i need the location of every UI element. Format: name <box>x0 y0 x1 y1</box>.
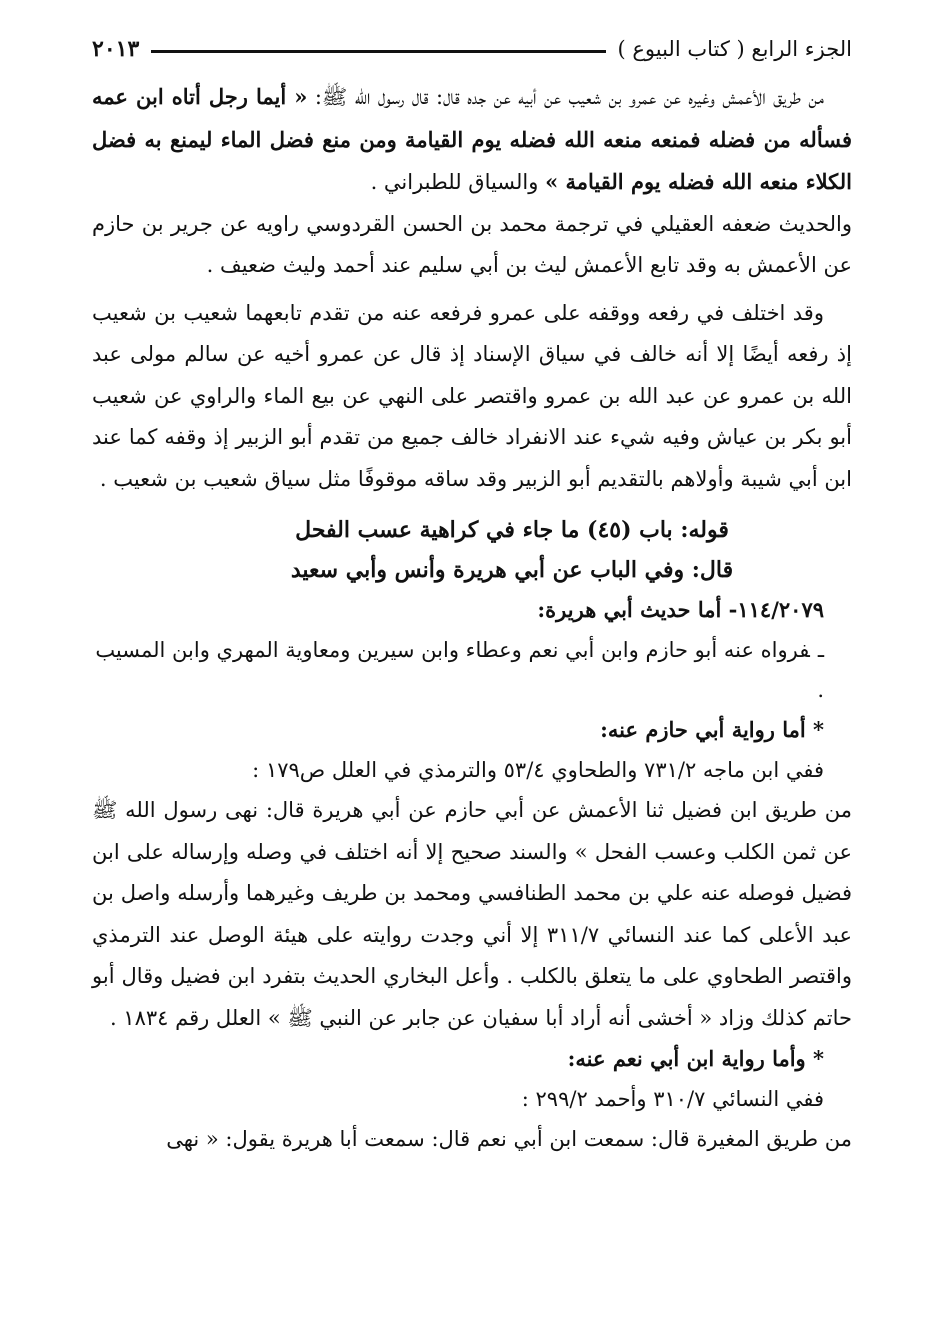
narration-heading-abu-hazim: * أما رواية أبي حازم عنه: <box>600 717 824 742</box>
paragraph-ibn-fudail: من طريق ابن فضيل ثنا الأعمش عن أبي حازم عن أبي هريرة قال: نهى رسول الله ﷺ عن ثمن الكلب وعسب الفحل » والسند صحيح إلا أنه اختلف في وصله وإرساله على ابن فضيل فوصله عنه علي بن محمد الطنافسي ومحمد بن طريف وغيرهما وأرسله واصل بن عبد الأعلى كما عند النسائي ٣١١/٧ إلا أني وجدت روايته على هيئة الوصل عند الترمذي واقتصر الطحاوي على ما يتعلق بالكلب . وأعل البخاري الحديث بتفرد ابن فضيل وقال أبو حاتم كذلك وزاد « أخشى أنه أراد أبا سفيان عن جابر عن النبي ﷺ » العلل رقم ١٨٣٤ . <box>92 798 853 1030</box>
header-rule <box>151 50 605 53</box>
narrators-list-text: فرواه عنه أبو حازم وابن أبي نعم وعطاء وابن سيرين ومعاوية المهري وابن المسيب . <box>95 638 824 702</box>
paragraph-hadith-intro <box>92 76 852 204</box>
reference-line-1: ففي ابن ماجه ٧٣١/٢ والطحاوي ٥٣/٤ والترمذي في العلل ص١٧٩ : <box>252 758 824 782</box>
hadith-text: « أيما رجل أتاه ابن عمه فسأله من فضله فمنعه منعه الله فضله يوم القيامة ومن منع فضل الماء ليمنع به فضل الكلاء منعه الله فضله يوم القيامة » <box>92 84 852 194</box>
hadith-number-heading: ١١٤/٢٠٧٩- أما حديث أبي هريرة: <box>537 597 824 622</box>
narrators-list <box>92 630 852 710</box>
page-header <box>92 30 852 68</box>
paragraph-weakness: والحديث ضعفه العقيلي في ترجمة محمد بن الحسن القردوسي راويه عن جرير بن حازم عن الأعمش به وقد تابع الأعمش ليث بن أبي سليم عند أحمد وليث ضعيف . <box>92 211 852 277</box>
running-title: الجزء الرابع ( كتاب البيوع ) <box>617 37 852 61</box>
paragraph-tail-text: والسياق للطبراني . <box>370 170 546 194</box>
chapter-heading: قوله: باب (٤٥) ما جاء في كراهية عسب الفحل <box>295 517 729 543</box>
page-number: ٢٠١٣ <box>92 36 140 62</box>
paragraph-disagreement: وقد اختلف في رفعه ووقفه على عمرو فرفعه عنه من تقدم تابعهما شعيب بن شعيب إذ رفعه أيضًا إلا أنه خالف في سياق الإسناد إذ قال عن عمرو أخيه عن سالم مولى عبد الله بن عمرو عن عبد الله بن عمرو واقتصر على النهي عن بيع الماء والراوي عن شعيب أبو بكر بن عياش وفيه شيء عند الانفراد خالف جميع من تقدم أبو الزبير إذ وقفه كما عند ابن أبي شيبة وأولاهم بالتقديم أبو الزبير وقد ساقه موقوفًا مثل سياق شعيب بن شعيب . <box>92 300 852 491</box>
list-dash: ـ <box>817 638 824 662</box>
chapter-subheading: قال: وفي الباب عن أبي هريرة وأنس وأبي سعيد <box>290 557 734 583</box>
paragraph-mughira: من طريق المغيرة قال: سمعت ابن أبي نعم قال: سمعت أبا هريرة يقول: « نهى <box>166 1127 852 1151</box>
reference-line-2: ففي النسائي ٣١٠/٧ وأحمد ٢٩٩/٢ : <box>521 1087 824 1111</box>
paragraph-intro-text: من طريق الأعمش وغيره عن عمرو بن شعيب عن أبيه عن جده قال: قال رسول الله ﷺ: <box>307 85 824 109</box>
narration-heading-ibn-abi-num: * وأما رواية ابن أبي نعم عنه: <box>567 1046 824 1071</box>
